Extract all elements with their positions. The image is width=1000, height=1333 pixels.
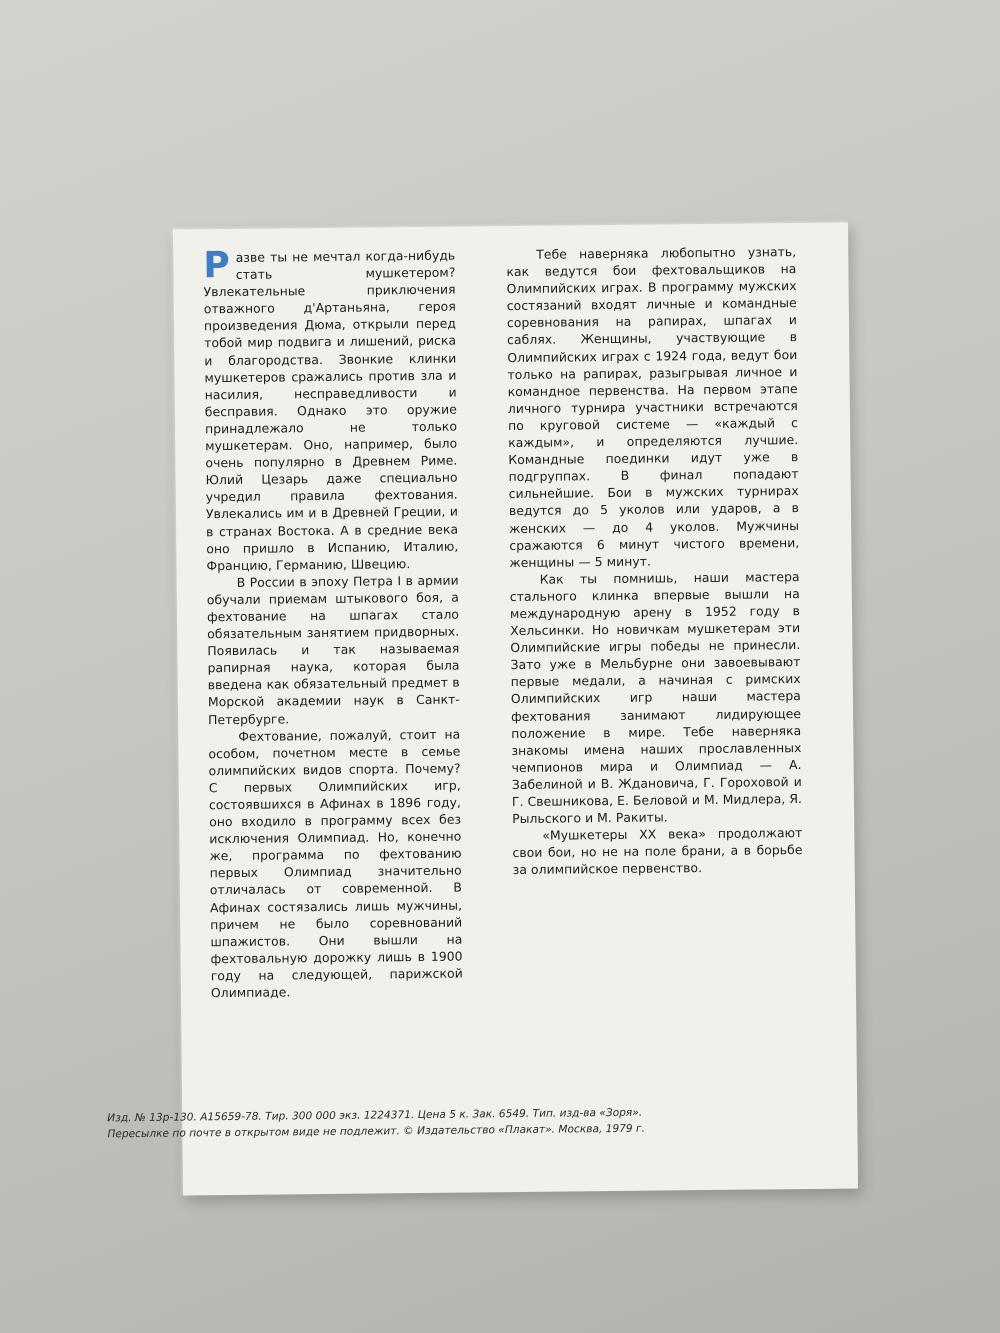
left-text-column xyxy=(203,244,463,1002)
publisher-imprint xyxy=(107,1102,857,1142)
imprint-line: Пересылке по почте в открытом виде не подлежит. © Издательство «Плакат». Москва, 1979 г. xyxy=(107,1122,646,1141)
printed-card xyxy=(107,222,858,1195)
paragraph: В России в эпоху Петра I в армии обучали приемам штыкового боя, а фехтование на шпагах стало обязательным занятием придворных. Появилась и так называемая рапирная наука, которая была введена как обязательный предмет в Морской академии наук в Санкт-Петербурге. xyxy=(206,572,460,727)
paragraph: Как ты помнишь, наши мастера стального клинка впервые вышли на международную арену в 1952 году в Хельсинки. Но новичкам мушкетерам эти Олимпийские игры победы не принесли. Зато уже в Мельбурне они завоевывают первые медали, а начиная с римских Олимпийских игр наши мастера фехтования занимают лидирующее положение в мире. Тебе наверняка знакомы имена наших прославленных чемпионов мира и Олимпиад — А. Забелиной и В. Ждановича, Г. Гороховой и Г. Свешникова, Е. Беловой и М. Мидлера, Я. Рыльского и М. Ракиты. xyxy=(509,568,803,827)
paragraph xyxy=(203,244,459,574)
paragraph: Тебе наверняка любопытно узнать, как ведутся бои фехтовальщиков на Олимпийских играх. В программу мужских состязаний входят личные и командные соревнования на рапирах, шпагах и саблях. Женщины, участвующие в Олимпийских играх с 1924 года, ведут бои только на рапирах, разыгрывая личное и командное первенства. На первом этапе личного турнира участники встречаются по круговой системе — «каждый с каждым», и определяются лучшие. Командные поединки идут уже в подгруппах. В финал попадают сильнейшие. Бои в мужских турнирах ведутся до 5 уколов или ударов, а в женских — до 4 уколов. Мужчины сражаются 6 минут чистого времени, женщины — 5 минут. xyxy=(506,244,800,570)
paragraph: «Мушкетеры XX века» продолжают свои бои, но не на поле брани, а в борьбе за олимпийское первенство. xyxy=(512,825,803,878)
paragraph: Фехтование, пожалуй, стоит на особом, почетном месте в семье олимпийских видов спорта. Почему? С первых Олимпийских игр, состоявшихся в Афинах в 1896 году, оно входило в программу всех без исключения Олимпиад. Но, конечно же, программа по фехтованию первых Олимпиад значительно отличалась от современной. В Афинах состязались лишь мужчины, причем не было соревнований шпажистов. Они вышли на фехтовальную дорожку лишь в 1900 году на следующей, парижской Олимпиаде. xyxy=(208,726,463,1001)
drop-cap-letter: Р xyxy=(203,244,230,287)
right-text-column xyxy=(506,243,803,878)
imprint-line: Изд. № 13р-130. А15659-78. Тир. 300 000 экз. 1224371. Цена 5 к. Зак. 6549. Тип. изд-ва «Зоря». xyxy=(107,1106,643,1125)
paragraph-text: азве ты не мечтал когда-нибудь стать мушкетером? Увлекательные приключения отважного д'Артаньяна, героя произведения Дюма, открыли перед тобой мир подвига и лишений, риска и благородства. Звонкие клинки мушкетеров сражались против зла и насилия, несправедливости и бесправия. Однако это оружие принадлежало не только мушкетерам. Оно, например, было очень популярно в Древнем Риме. Юлий Цезарь даже специально учредил правила фехтования. Увлекались им и в Древней Греции, и в странах Востока. А в средние века оно пришло в Испанию, Италию, Францию, Германию, Швецию. xyxy=(203,247,459,573)
